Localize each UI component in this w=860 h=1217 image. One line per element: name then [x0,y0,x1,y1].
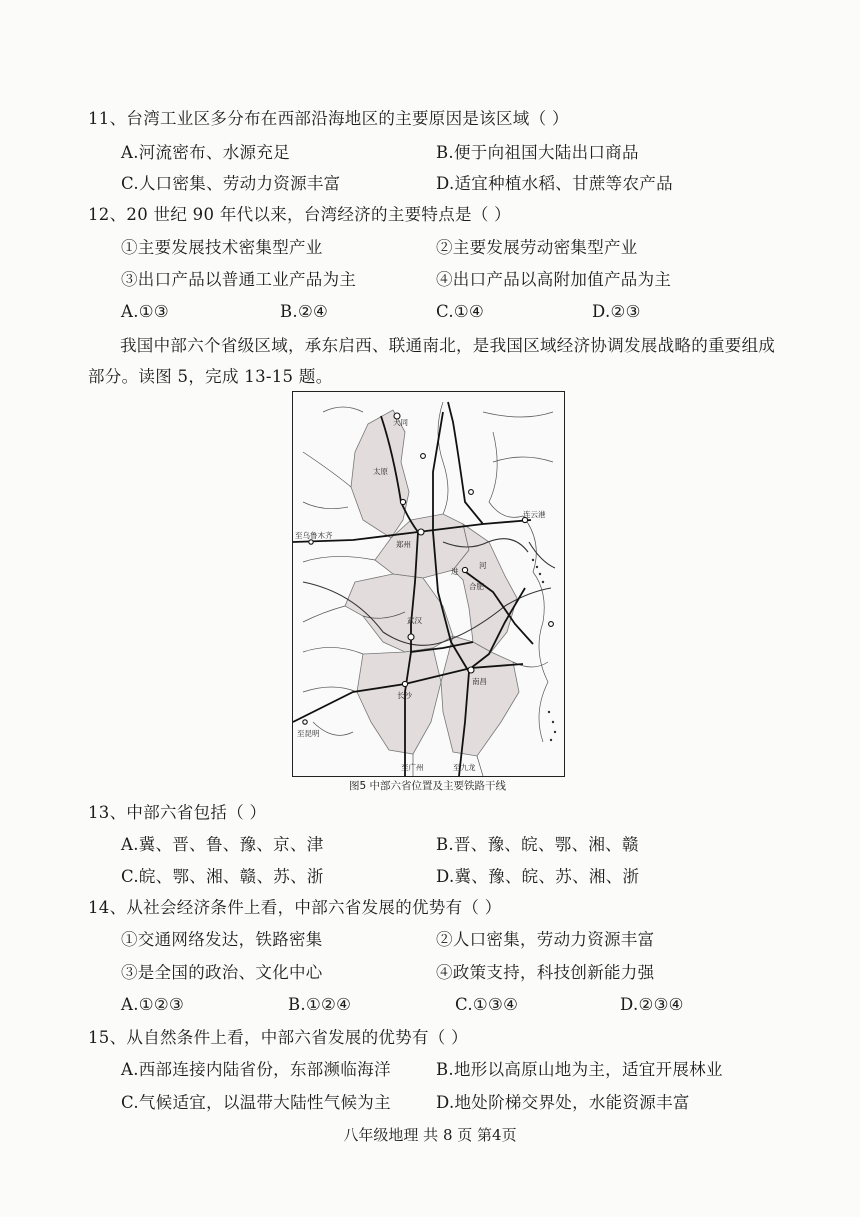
page-footer: 八年级地理 共 8 页 第4页 [343,1126,517,1144]
city-wuhan: 武汉 [407,616,422,625]
intro-paragraph: 我国中部六个省级区域，承东启西、联通南北，是我国区域经济协调发展战略的重要组成部分。读图 5，完成 13-15 题。 [88,336,776,386]
q14-option-c: C.①③④ [455,995,519,1014]
city-changsha: 长沙 [397,691,412,700]
city-jiulong: 至九龙 [453,763,476,772]
q15-option-b: B.地形以高原山地为主，适宜开展林业 [436,1060,723,1079]
q14-option-d: D.②③④ [620,995,684,1014]
central-provinces-map [293,392,564,776]
q12-statement-4: ④出口产品以高附加值产品为主 [436,270,672,289]
q14-statement-3: ③是全国的政治、文化中心 [121,963,323,982]
q13-option-a: A.冀、晋、鲁、豫、京、津 [121,835,324,854]
q14-option-b: B.①②④ [288,995,352,1014]
hunan-region [357,648,441,754]
coast-dots [532,559,556,741]
q14-option-a: A.①②③ [121,995,185,1014]
city-guangzhou: 至广州 [401,763,424,772]
beijing-shanghai-link [448,402,483,524]
q12-statement-1: ①主要发展技术密集型产业 [121,238,323,257]
q12-stem: 12、20 世纪 90 年代以来，台湾经济的主要特点是（ ） [88,205,511,224]
q11-option-c: C.人口密集、劳动力资源丰富 [121,174,341,193]
q13-option-b: B.晋、豫、皖、鄂、湘、赣 [436,835,639,854]
map-caption: 图5 中部六省位置及主要铁路干线 [348,780,507,792]
city-datong: 大同 [393,418,408,427]
q12-option-d: D.②③ [592,302,641,321]
q15-stem: 15、从自然条件上看，中部六省发展的优势有（ ） [88,1028,468,1047]
q14-stem: 14、从社会经济条件上看，中部六省发展的优势有（ ） [88,898,502,917]
q11-option-b: B.便于向祖国大陆出口商品 [436,143,639,162]
q12-statement-3: ③出口产品以普通工业产品为主 [121,270,357,289]
q14-statement-4: ④政策支持，科技创新能力强 [436,963,655,982]
q15-option-a: A.西部连接内陆省份，东部濒临海洋 [121,1060,391,1079]
city-he: 河 [479,561,487,570]
q15-option-c: C.气候适宜，以温带大陆性气候为主 [121,1093,391,1112]
q15-option-d: D.地处阶梯交界处，水能资源丰富 [436,1093,690,1112]
q13-stem: 13、中部六省包括（ ） [88,803,267,822]
q11-option-a: A.河流密布、水源充足 [121,143,290,162]
q12-option-c: C.①④ [436,302,485,321]
q14-statement-2: ②人口密集，劳动力资源丰富 [436,930,655,949]
q12-option-a: A.①③ [121,302,169,321]
q13-option-c: C.皖、鄂、湘、赣、苏、浙 [121,867,324,886]
province-regions [345,410,519,756]
city-taiyuan: 太原 [373,467,388,476]
q11-stem: 11、台湾工业区多分布在西部沿海地区的主要原因是该区域（ ） [88,109,569,128]
city-shui: 进 [451,567,459,576]
q14-statement-1: ①交通网络发达，铁路密集 [121,930,323,949]
q11-option-d: D.适宜种植水稻、甘蔗等农产品 [436,174,673,193]
q12-option-b: B.②④ [280,302,329,321]
city-hefei: 合肥 [469,582,484,591]
city-zhengzhou: 郑州 [396,540,411,549]
city-nanchang: 南昌 [472,677,487,686]
city-lianyungang: 连云港 [523,510,546,519]
city-kunming: 至昆明 [297,729,320,738]
map-figure [292,391,565,777]
q13-option-d: D.冀、豫、皖、苏、湘、浙 [436,867,640,886]
q12-statement-2: ②主要发展劳动密集型产业 [436,238,638,257]
city-urumqi: 至乌鲁木齐 [295,531,333,540]
jiangxi-region [441,636,519,756]
